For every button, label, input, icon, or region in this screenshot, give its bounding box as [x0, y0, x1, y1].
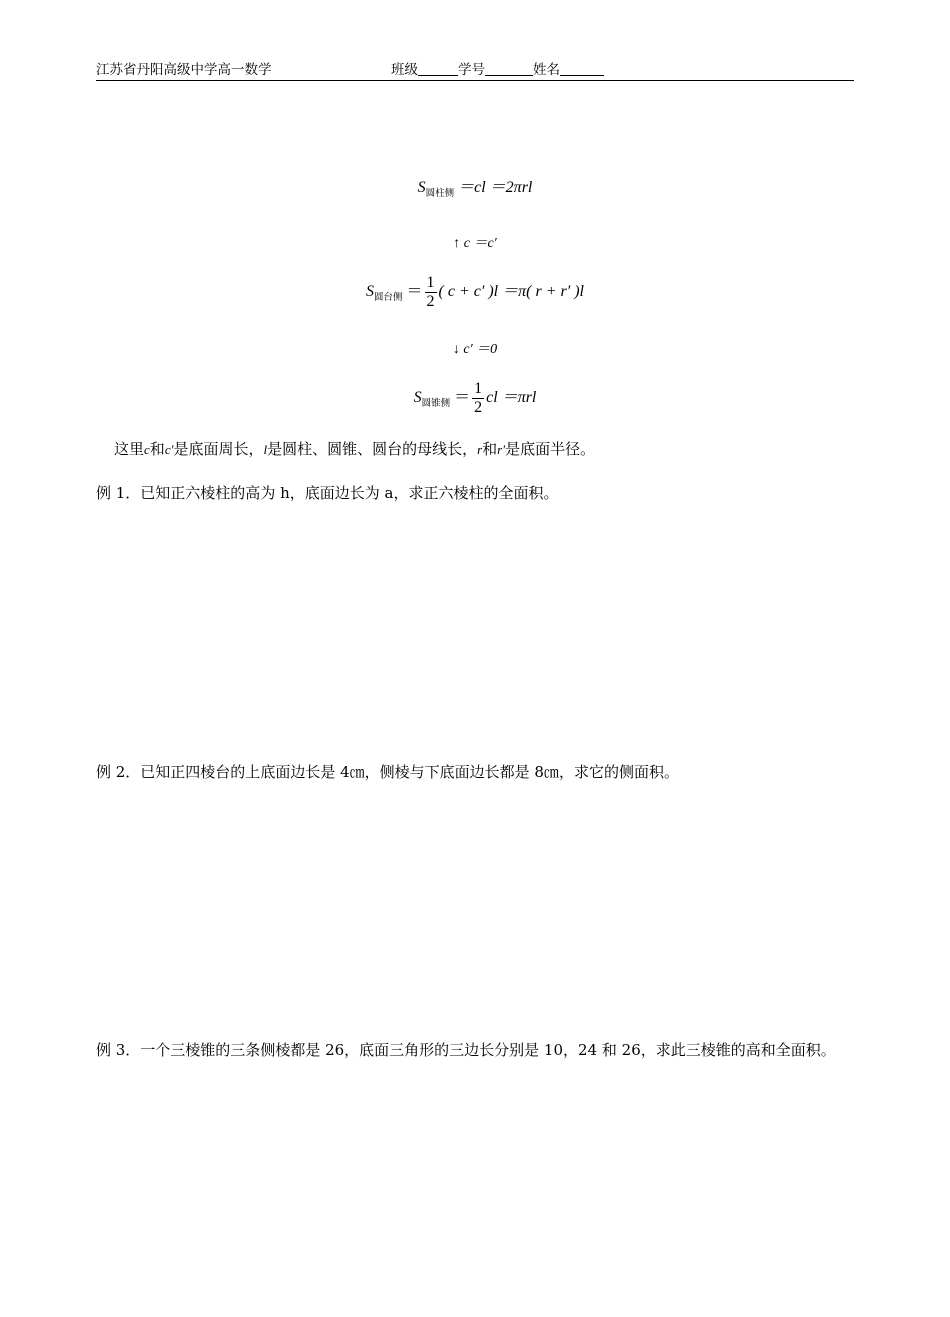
formula-cylinder-lateral: $S_{圆柱侧} =cl =2\pi rl$ [417, 179, 533, 199]
example-3: 例 3．一个三棱锥的三条侧棱都是 26，底面三角形的三边长分别是 10，24 和 26，求此三棱锥的高和全面积。 [96, 1041, 836, 1059]
class-blank[interactable] [418, 62, 458, 76]
arrow-up-icon: ↑ [453, 236, 461, 251]
id-blank[interactable] [485, 62, 533, 76]
example-2: 例 2．已知正四棱台的上底面边长是 4㎝，侧棱与下底面边长都是 8㎝，求它的侧面积。 [96, 763, 679, 781]
formula-frustum-lateral: $S_{圆台侧}$ ＝ $\frac{1}{2}$ ( c + c′ )l ＝π( r + r′ )l [365, 274, 584, 310]
name-label: 姓名 [533, 62, 560, 78]
id-label: 学号 [458, 62, 485, 78]
class-label: 班级 [391, 62, 418, 78]
name-blank[interactable] [560, 62, 604, 76]
example-1: 例 1．已知正六棱柱的高为 h，底面边长为 a，求正六棱柱的全面积。 [96, 484, 559, 502]
school-title: 江苏省丹阳高级中学高一数学 [96, 62, 272, 78]
fraction-half: $\frac{1}{2}$ [426, 274, 435, 310]
arrow-down-condition: ↓ c′ ＝0 [452, 342, 498, 357]
student-info-fields [391, 62, 604, 78]
fraction-half: $\frac{1}{2}$ [474, 380, 483, 416]
formula-cone-lateral: $S_{圆锥侧}$ ＝ $\frac{1}{2}$ cl ＝πrl [413, 380, 537, 416]
page-header [96, 62, 854, 81]
explanation-paragraph: 这里c和c′是底面周长，l是圆柱、圆锥、圆台的母线长，r和r′是底面半径。 [114, 440, 596, 458]
arrow-down-icon: ↓ [452, 342, 460, 357]
arrow-up-condition: ↑ c ＝c′ [453, 236, 497, 251]
